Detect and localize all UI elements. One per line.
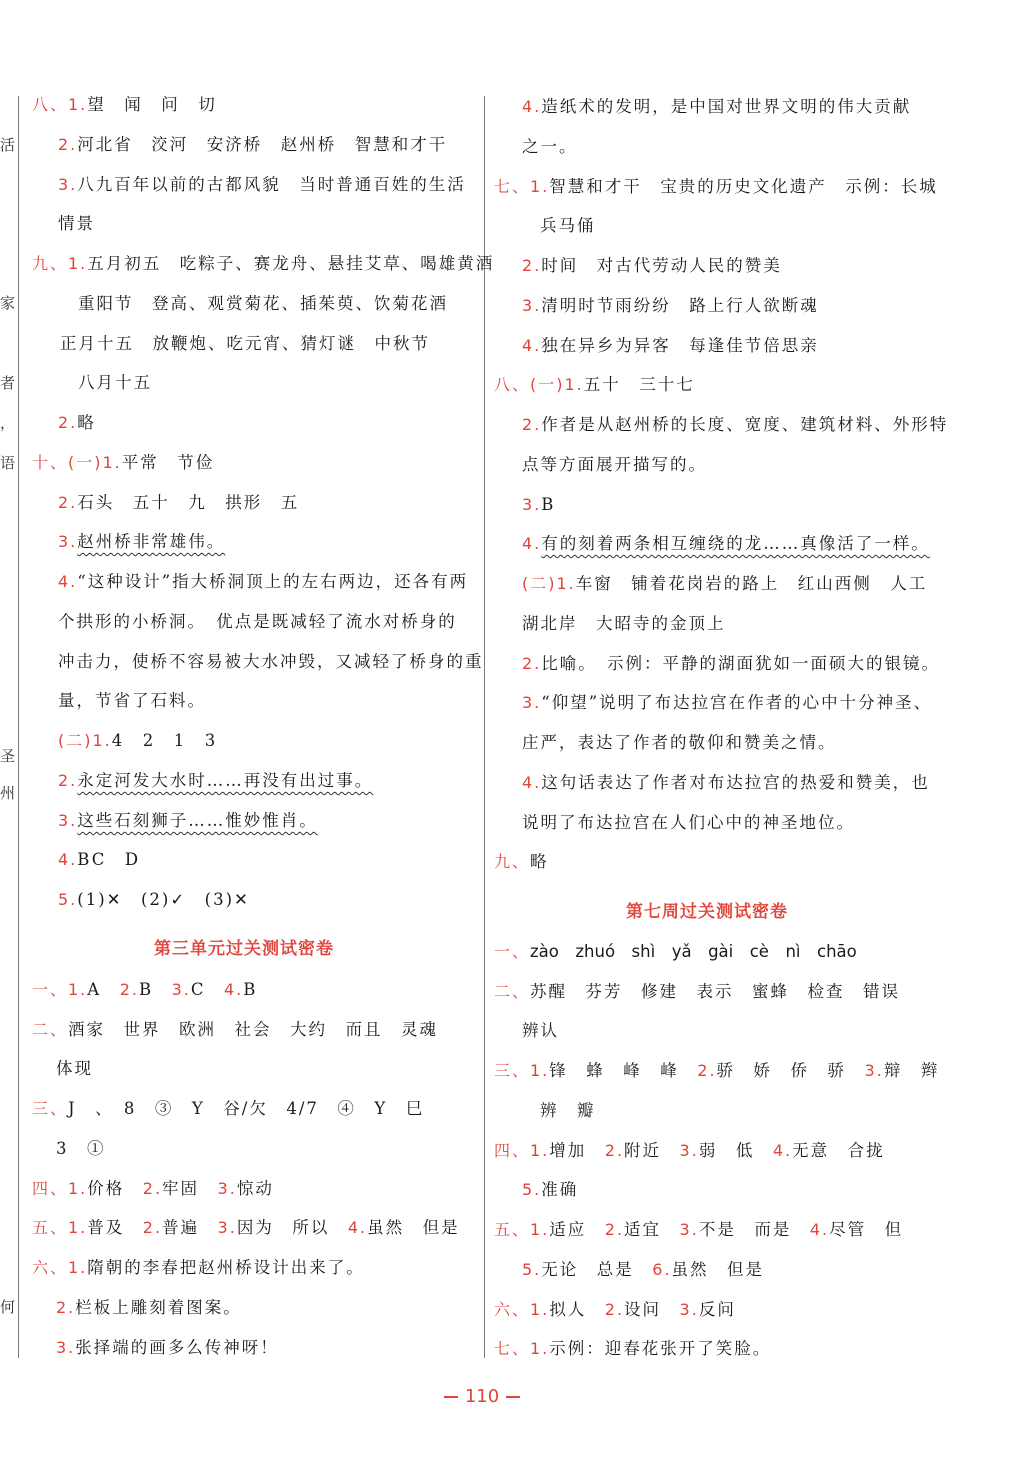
answer-line: 七、1.示例：迎春花张开了笑脸。 (494, 1339, 772, 1358)
answer-line: 3.清明时节雨纷纷 路上行人欲断魂 (522, 296, 819, 315)
answer-line: 说明了布达拉宫在人们心中的神圣地位。 (522, 813, 855, 832)
answer-line: 2.时间 对古代劳动人民的赞美 (522, 256, 782, 275)
answer-line: 四、1.价格 2.牢固 3.惊动 (32, 1179, 274, 1198)
answer-line: 辨认 (522, 1021, 559, 1040)
answer-line: 情景 (58, 214, 95, 233)
answer-line: 5.准确 (522, 1180, 579, 1199)
answer-line: 之一。 (522, 137, 578, 156)
answer-line: 2.略 (58, 413, 96, 432)
answer-line: 三、1.锋 蜂 峰 峰 2.骄 娇 侨 骄 3.辩 辫 (494, 1061, 940, 1080)
answer-line: 4.造纸术的发明，是中国对世界文明的伟大贡献 (522, 97, 912, 116)
answer-line: 二、酒家 世界 欧洲 社会 大约 而且 灵魂 (32, 1020, 439, 1039)
answer-line: 2.作者是从赵州桥的长度、宽度、建筑材料、外形特 (522, 415, 949, 434)
answer-line: 体现 (56, 1059, 93, 1078)
answer-line: 4.有的刻着两条相互缠绕的龙……真像活了一样。 (522, 534, 930, 553)
answer-line: 2.河北省 洨河 安济桥 赵州桥 智慧和才干 (58, 135, 448, 154)
answer-line: 4.这句话表达了作者对布达拉宫的热爱和赞美，也 (522, 773, 930, 792)
center-divider (484, 96, 485, 1358)
section-heading: 第七周过关测试密卷 (626, 902, 788, 922)
answer-line: 二、苏醒 芬芳 修建 表示 蜜蜂 检查 错误 (494, 982, 901, 1001)
answer-line: 量，节省了石料。 (58, 691, 206, 710)
answer-line: 八、1.望 闻 问 切 (32, 95, 217, 114)
edge-char: 何 (0, 1298, 16, 1316)
answer-line: 七、1.智慧和才干 宝贵的历史文化遗产 示例：长城 (494, 177, 938, 196)
answer-line: 3.“仰望”说明了布达拉宫在作者的心中十分神圣、 (522, 693, 933, 712)
answer-line: 十、(一)1.平常 节俭 (32, 453, 215, 472)
answer-line: 九、略 (494, 852, 549, 871)
edge-char: 活 (0, 136, 16, 154)
answer-line: 4.独在异乡为异客 每逢佳节倍思亲 (522, 336, 819, 355)
edge-char: 州 (0, 784, 16, 802)
answer-line: 辨 瓣 (540, 1101, 596, 1120)
answer-line: 九、1.五月初五 吃粽子、赛龙舟、悬挂艾草、喝雄黄酒 (32, 254, 495, 273)
answer-line: 六、1.隋朝的李春把赵州桥设计出来了。 (32, 1258, 365, 1277)
edge-char: 家 (0, 294, 16, 312)
edge-char: 者 (0, 374, 16, 392)
answer-line: 一、zào zhuó shì yǎ gài cè nì chāo (494, 942, 857, 961)
answer-line: 正月十五 放鞭炮、吃元宵、猜灯谜 中秋节 (60, 334, 430, 353)
answer-line: 3.张择端的画多么传神呀！ (56, 1338, 279, 1357)
answer-line: 个拱形的小桥洞。 优点是既减轻了流水对桥身的 (58, 612, 457, 631)
answer-line: 八月十五 (78, 373, 152, 392)
edge-char: 圣 (0, 747, 16, 765)
edge-char: 语 (0, 454, 16, 472)
answer-line: 冲击力，使桥不容易被大水冲毁，又减轻了桥身的重 (58, 652, 484, 671)
answer-line: 3.赵州桥非常雄伟。 (58, 532, 226, 551)
answer-line: 重阳节 登高、观赏菊花、插茱萸、饮菊花酒 (78, 294, 448, 313)
answer-line: 2.石头 五十 九 拱形 五 (58, 493, 300, 512)
answer-line: 3.这些石刻狮子……惟妙惟肖。 (58, 811, 318, 830)
answer-line: 2.永定河发大水时……再没有出过事。 (58, 771, 374, 790)
answer-line: 4.BC D (58, 850, 141, 869)
answer-line: 八、(一)1.五十 三十七 (494, 375, 695, 394)
answer-line: 2.比喻。 示例：平静的湖面犹如一面硕大的银镜。 (522, 654, 941, 673)
answer-line: 五、1.普及 2.普遍 3.因为 所以 4.虽然 但是 (32, 1218, 460, 1237)
answer-line: 一、1.A 2.B 3.C 4.B (32, 980, 258, 999)
answer-line: 四、1.增加 2.附近 3.弱 低 4.无意 合拢 (494, 1141, 885, 1160)
answer-line: 庄严，表达了作者的敬仰和赞美之情。 (522, 733, 837, 752)
answer-line: (二)1.车窗 铺着花岗岩的路上 红山西侧 人工 (522, 574, 928, 593)
answer-line: 3 ① (56, 1139, 106, 1158)
answer-line: 4.“这种设计”指大桥洞顶上的左右两边，还各有两 (58, 572, 469, 591)
section-heading: 第三单元过关测试密卷 (154, 939, 334, 959)
answer-line: 湖北岸 大昭寺的金顶上 (522, 614, 726, 633)
answer-line: 五、1.适应 2.适宜 3.不是 而是 4.尽管 但 (494, 1220, 904, 1239)
answer-line: 3.B (522, 495, 556, 514)
answer-line: 兵马俑 (540, 216, 596, 235)
answer-line: 5.无论 总是 6.虽然 但是 (522, 1260, 765, 1279)
answer-line: 5.(1)✕ (2)✓ (3)✕ (58, 890, 250, 909)
answer-line: 三、J 、 8 ③ Y 谷/欠 4/7 ④ Y 巳 (32, 1099, 425, 1118)
edge-char: ， (0, 414, 16, 432)
answer-line: 点等方面展开描写的。 (522, 455, 707, 474)
left-divider (18, 96, 19, 1358)
page-number: 110 (444, 1384, 520, 1410)
answer-line: (二)1.4 2 1 3 (58, 731, 218, 750)
answer-line: 2.栏板上雕刻着图案。 (56, 1298, 242, 1317)
answer-line: 3.八九百年以前的古都风貌 当时普通百姓的生活 (58, 175, 466, 194)
answer-line: 六、1.拟人 2.设问 3.反问 (494, 1300, 736, 1319)
